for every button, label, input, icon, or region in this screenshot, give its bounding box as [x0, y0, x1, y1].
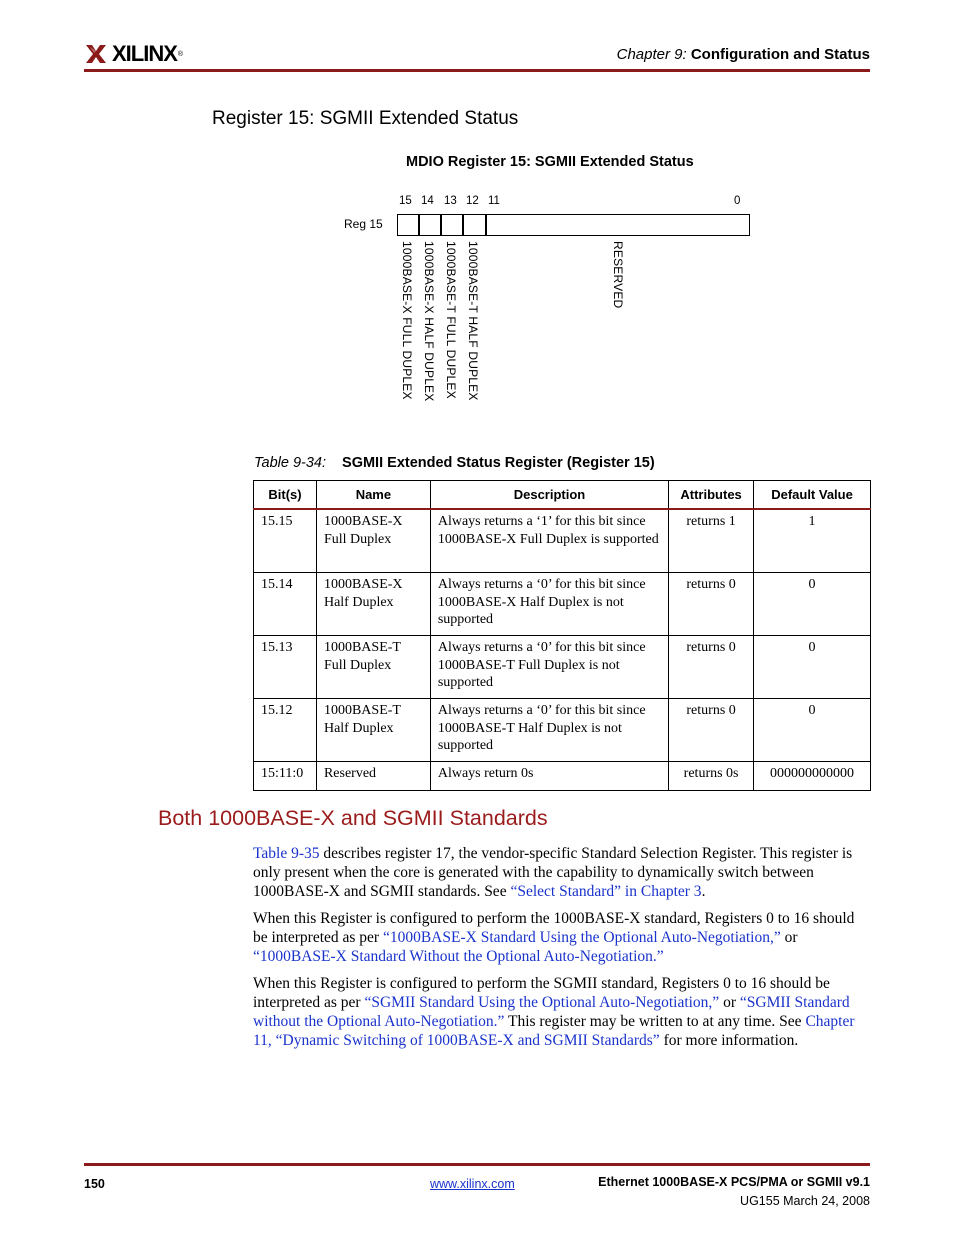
field-label: 1000BASE-T FULL DUPLEX — [444, 241, 458, 399]
column-header: Name — [316, 481, 430, 510]
cell-default: 0 — [754, 573, 871, 636]
link-chapter-11[interactable]: Chapter 11, “Dynamic Switching of 1000BASE-X and SGMII Standards” — [253, 1013, 855, 1049]
document-title: Ethernet 1000BASE-X PCS/PMA or SGMII v9.1 — [598, 1175, 870, 1189]
link-select-standard[interactable]: “Select Standard” in Chapter 3 — [510, 883, 702, 900]
table-caption — [254, 455, 655, 471]
paragraph-text: or — [780, 929, 798, 946]
chapter-prefix: Chapter 9: — [616, 46, 687, 63]
chapter-title: Configuration and Status — [690, 46, 870, 63]
link-1000base-x-without-an[interactable]: “1000BASE-X Standard Without the Optional Auto-Negotiation.” — [253, 948, 664, 965]
paragraph-text: This register may be written to at any time. See — [504, 1013, 806, 1030]
footer-url-link[interactable]: www.xilinx.com — [430, 1177, 515, 1191]
bit-divider — [462, 214, 464, 236]
cell-attributes: returns 0 — [669, 699, 754, 762]
cell-description: Always returns a ‘0’ for this bit since 1000BASE-X Half Duplex is not supported — [430, 573, 668, 636]
bit-divider — [418, 214, 420, 236]
cell-description: Always returns a ‘0’ for this bit since 1000BASE-T Full Duplex is not supported — [430, 636, 668, 699]
paragraph — [253, 909, 871, 966]
cell-name: 1000BASE-X Half Duplex — [316, 573, 430, 636]
cell-attributes: returns 0s — [669, 762, 754, 791]
xilinx-logo-icon — [84, 42, 108, 66]
table-header-row — [254, 481, 871, 510]
bit-number: 13 — [444, 195, 457, 207]
field-label: 1000BASE-X FULL DUPLEX — [400, 241, 414, 400]
paragraph — [253, 974, 871, 1050]
column-header: Attributes — [669, 481, 754, 510]
paragraph-text: . — [701, 883, 706, 900]
cell-default: 0 — [754, 636, 871, 699]
cell-bits: 15.15 — [254, 509, 317, 573]
cell-name: 1000BASE-T Full Duplex — [316, 636, 430, 699]
cell-name: 1000BASE-T Half Duplex — [316, 699, 430, 762]
paragraph-text: for more information. — [659, 1032, 799, 1049]
cell-bits: 15.13 — [254, 636, 317, 699]
cell-description: Always return 0s — [430, 762, 668, 791]
cell-attributes: returns 0 — [669, 573, 754, 636]
cell-attributes: returns 0 — [669, 636, 754, 699]
bit-number: 15 — [399, 195, 412, 207]
header-rule — [84, 69, 870, 72]
link-1000base-x-with-an[interactable]: “1000BASE-X Standard Using the Optional Auto-Negotiation,” — [382, 929, 781, 946]
chapter-header — [617, 46, 870, 63]
paragraph-text: or — [719, 994, 740, 1011]
cell-default: 1 — [754, 509, 871, 573]
link-sgmii-with-an[interactable]: “SGMII Standard Using the Optional Auto-Negotiation,” — [364, 994, 720, 1011]
cell-default: 0 — [754, 699, 871, 762]
cell-description: Always returns a ‘0’ for this bit since 1000BASE-T Half Duplex is not supported — [430, 699, 668, 762]
bit-number: 12 — [466, 195, 479, 207]
field-label: RESERVED — [611, 241, 625, 309]
bit-divider — [440, 214, 442, 236]
register-label: Reg 15 — [344, 217, 383, 231]
cell-name: Reserved — [316, 762, 430, 791]
logo-wordmark: XILINX — [112, 41, 177, 66]
link-sgmii-without-an[interactable]: “SGMII Standard without the Optional Auto-Negotiation.” — [253, 994, 850, 1030]
paragraph-text: When this Register is configured to perform the SGMII standard, Registers 0 to 16 should be interpreted as per — [253, 975, 830, 1011]
field-label: 1000BASE-X HALF DUPLEX — [422, 241, 436, 402]
logo-registered-mark: ® — [177, 50, 184, 58]
page-number: 150 — [84, 1177, 105, 1191]
bit-number: 14 — [421, 195, 434, 207]
column-header: Bit(s) — [254, 481, 317, 510]
cell-name: 1000BASE-X Full Duplex — [316, 509, 430, 573]
xilinx-logo — [84, 40, 183, 68]
table-title: SGMII Extended Status Register (Register 15) — [342, 455, 655, 471]
register-table — [253, 480, 871, 791]
paragraph-text: When this Register is configured to perform the 1000BASE-X standard, Registers 0 to 16 should be interpreted as per — [253, 910, 855, 946]
figure-title: MDIO Register 15: SGMII Extended Status — [406, 154, 694, 170]
field-label: 1000BASE-T HALF DUPLEX — [466, 241, 480, 401]
cell-description: Always returns a ‘1’ for this bit since 1000BASE-X Full Duplex is supported — [430, 509, 668, 573]
register-box — [397, 214, 750, 236]
cell-attributes: returns 1 — [669, 509, 754, 573]
footer-rule — [84, 1163, 870, 1166]
table-row — [254, 636, 871, 699]
cell-bits: 15.14 — [254, 573, 317, 636]
document-id: UG155 March 24, 2008 — [740, 1194, 870, 1208]
column-header: Default Value — [754, 481, 871, 510]
table-row — [254, 762, 871, 791]
register-heading: Register 15: SGMII Extended Status — [212, 108, 519, 129]
cell-bits: 15:11:0 — [254, 762, 317, 791]
cell-bits: 15.12 — [254, 699, 317, 762]
bit-number: 0 — [734, 195, 741, 207]
table-number: Table 9-34: — [254, 455, 327, 471]
link-table-9-35[interactable]: Table 9-35 — [253, 845, 320, 862]
bit-divider — [485, 214, 487, 236]
cell-default: 000000000000 — [754, 762, 871, 791]
paragraph — [253, 844, 871, 901]
table-row — [254, 509, 871, 573]
column-header: Description — [430, 481, 668, 510]
section-heading: Both 1000BASE-X and SGMII Standards — [158, 806, 548, 830]
paragraph-text: describes register 17, the vendor-specific Standard Selection Register. This register is only present when the core is generated with the capability to dynamically switch between 1000BASE-X and SGMII standards. See — [253, 845, 853, 900]
table-row — [254, 699, 871, 762]
bit-number: 11 — [488, 195, 500, 207]
table-row — [254, 573, 871, 636]
